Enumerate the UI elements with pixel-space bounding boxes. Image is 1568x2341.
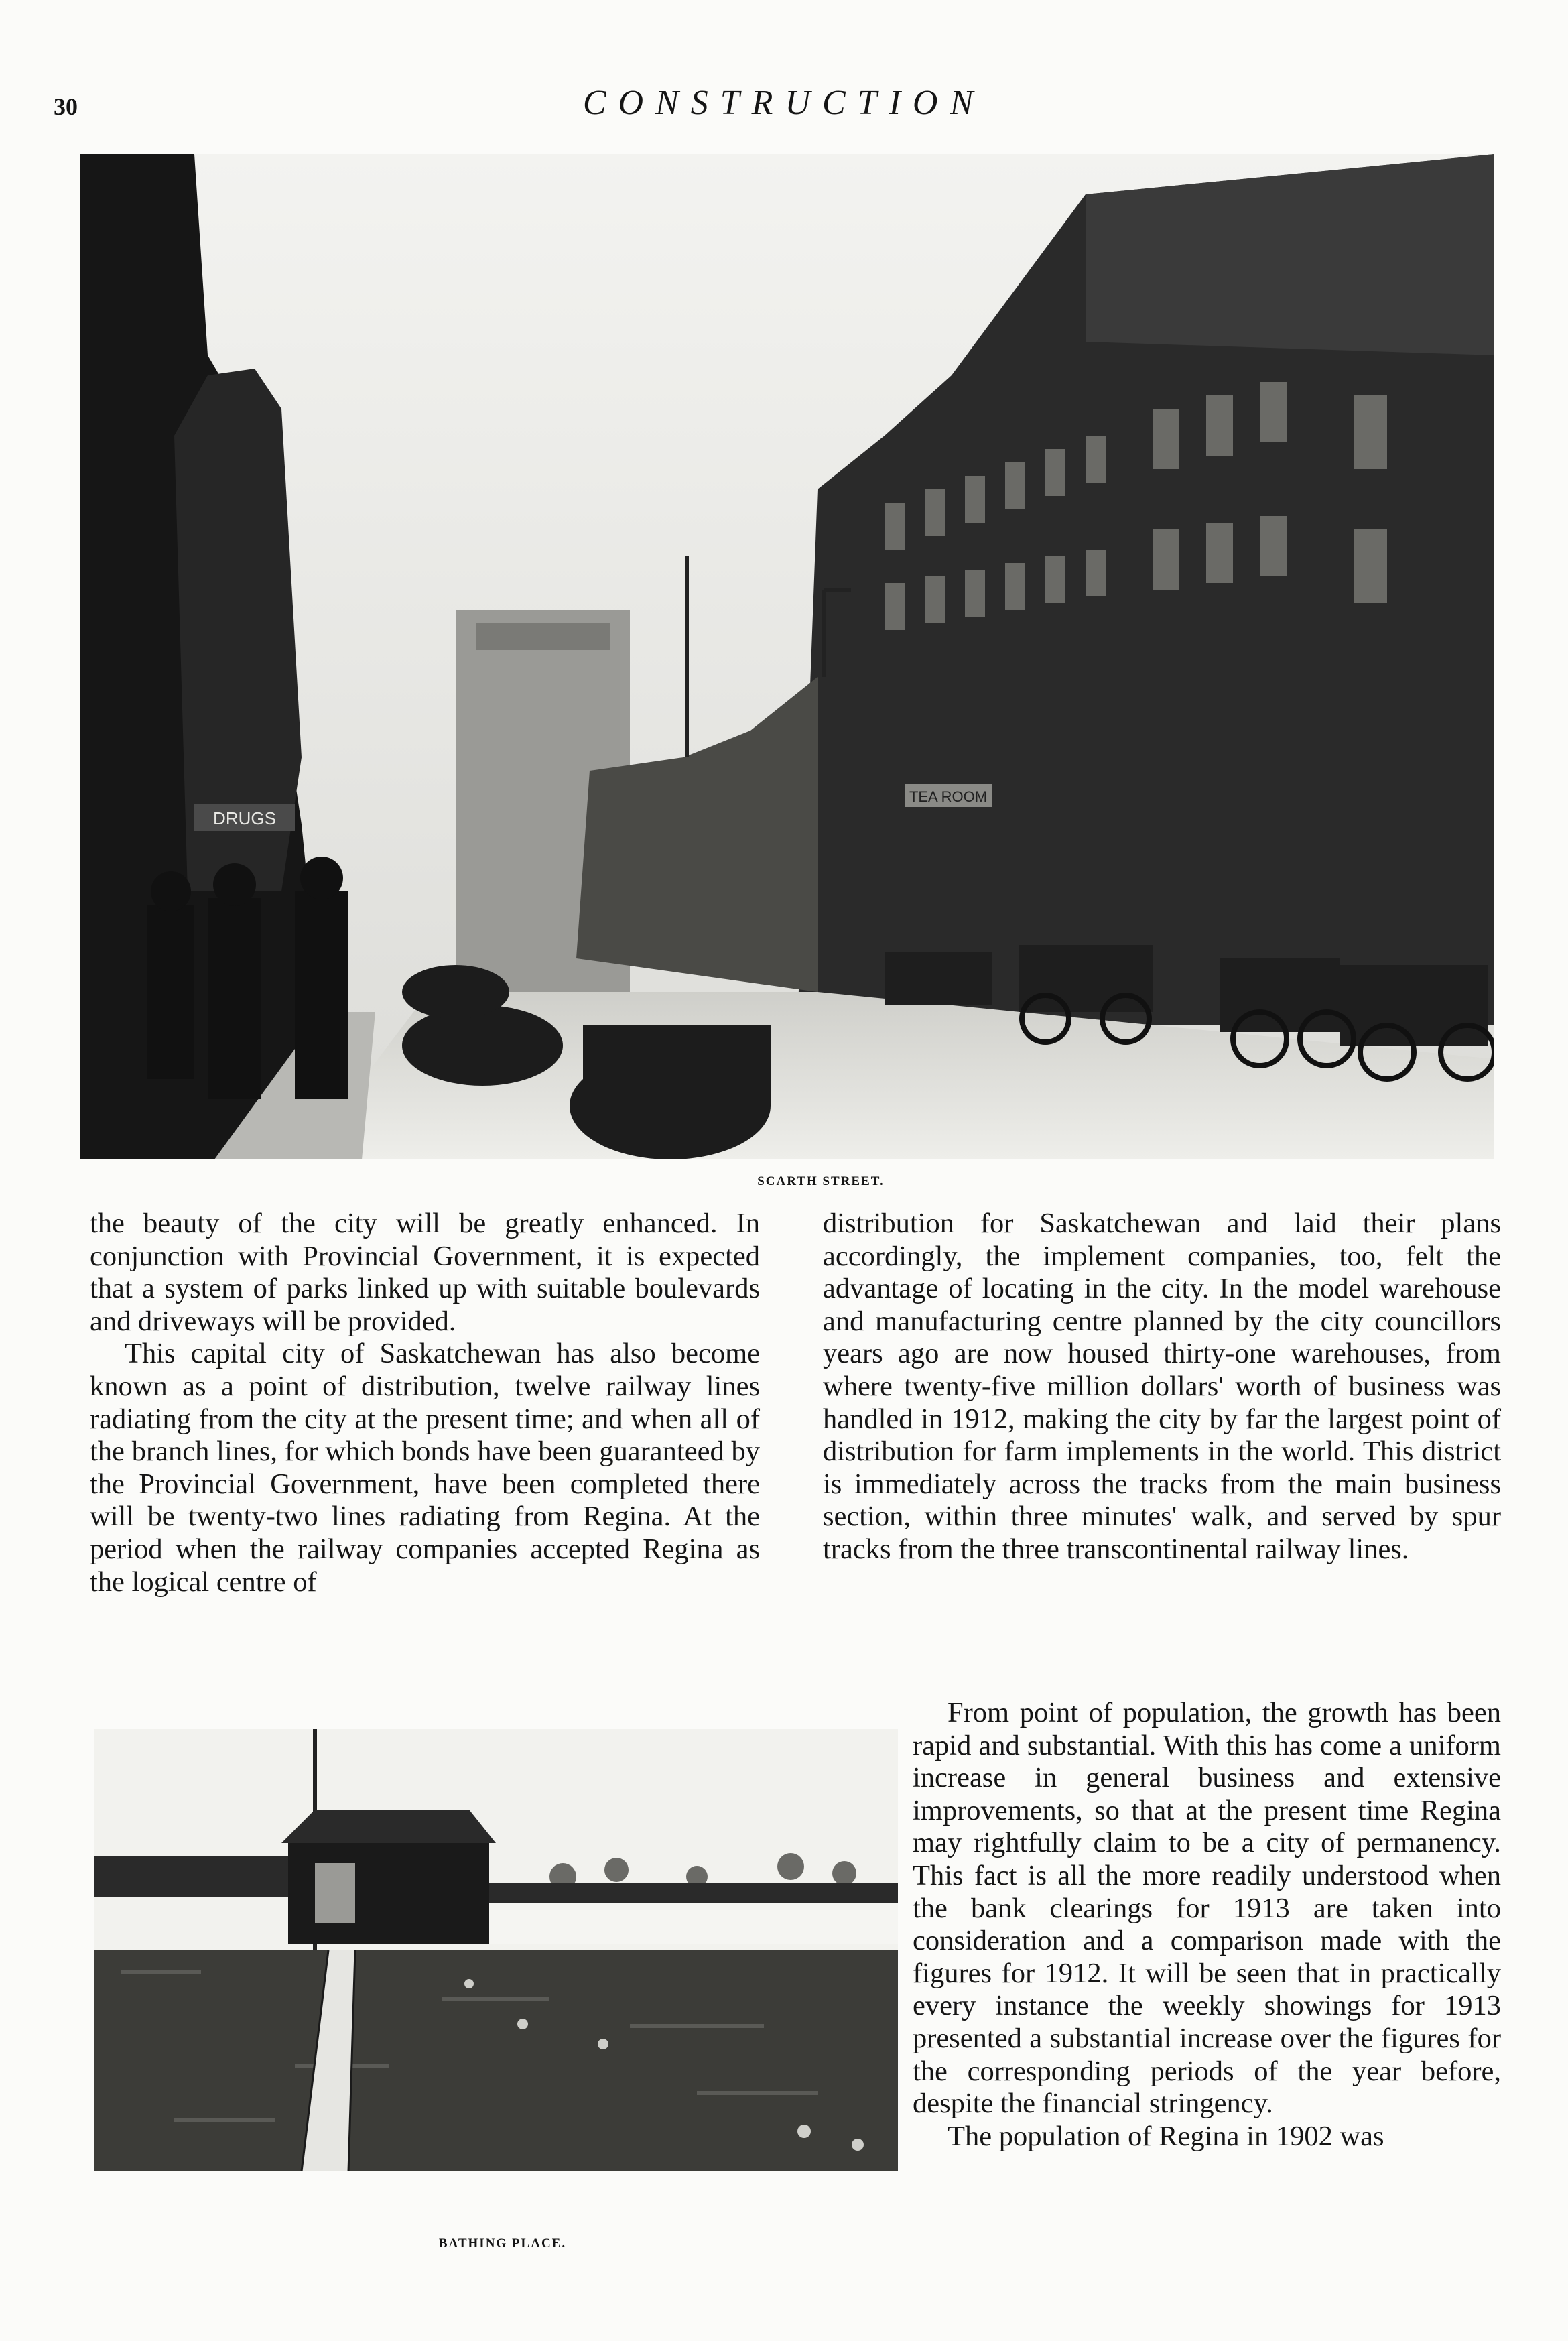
bathing-place-illustration: [94, 1729, 898, 2171]
drugs-sign: DRUGS: [213, 808, 276, 828]
page-number: 30: [54, 93, 78, 120]
right-column-lower: [913, 1697, 1501, 2153]
right-paragraph-1: distribution for Saskatchewan and laid their plans accordingly, the implement companies, too, felt the advantage of locating in the city. In the model warehouse and manufacturing centre planned by the city councillors years ago are now housed thirty-one warehouses, from where twenty-five million dollars' worth of business was handled in 1912, making the city by far the largest point of distribution for farm implements in the world. This district is immediately across the tracks from the main business section, within three minutes' walk, and served by spur tracks from the three transcontinental railway lines.: [823, 1208, 1501, 1565]
right-paragraph-3: The population of Regina in 1902 was: [948, 2120, 1384, 2152]
left-paragraph-1: the beauty of the city will be greatly enhanced. In conjunction with Provincial Government, it is expected that a system of parks linked up with suitable boulevards and driveways will be provided.: [90, 1208, 760, 1337]
bathing-place-caption: BATHING PLACE.: [438, 2236, 567, 2251]
scarth-street-photo: [80, 154, 1494, 1159]
right-column: [823, 1208, 1501, 1566]
right-paragraph-2: From point of population, the growth has been rapid and substantial. With this has come a uniform increase in general business and extensive improvements, so that at the present time Regina may rightfully claim to be a city of permanency. This fact is all the more readily understood when the bank clearings for 1913 are taken into consideration and a comparison made with the figures for 1912. It will be seen that in practically every instance the weekly showings for 1913 presented a substantial increase over the figures for the corresponding periods of the year before, despite the financial stringency.: [913, 1697, 1501, 2120]
left-paragraph-2: This capital city of Saskatchewan has also become known as a point of distribution, twelve railway lines radiating from the city at the present time; and when all of the branch lines, for which bonds have been guaranteed by the Provincial Government, have been completed there will be twenty-two lines radiating from Regina. At the period when the railway companies accepted Regina as the logical centre of: [90, 1338, 760, 1598]
scarth-street-illustration: [80, 154, 1494, 1159]
bathing-place-photo: [94, 1729, 898, 2171]
tea-room-sign: TEA ROOM: [909, 788, 988, 805]
running-title: CONSTRUCTION: [582, 84, 986, 122]
scarth-street-caption: SCARTH STREET.: [757, 1174, 885, 1188]
left-column: [90, 1208, 760, 1598]
